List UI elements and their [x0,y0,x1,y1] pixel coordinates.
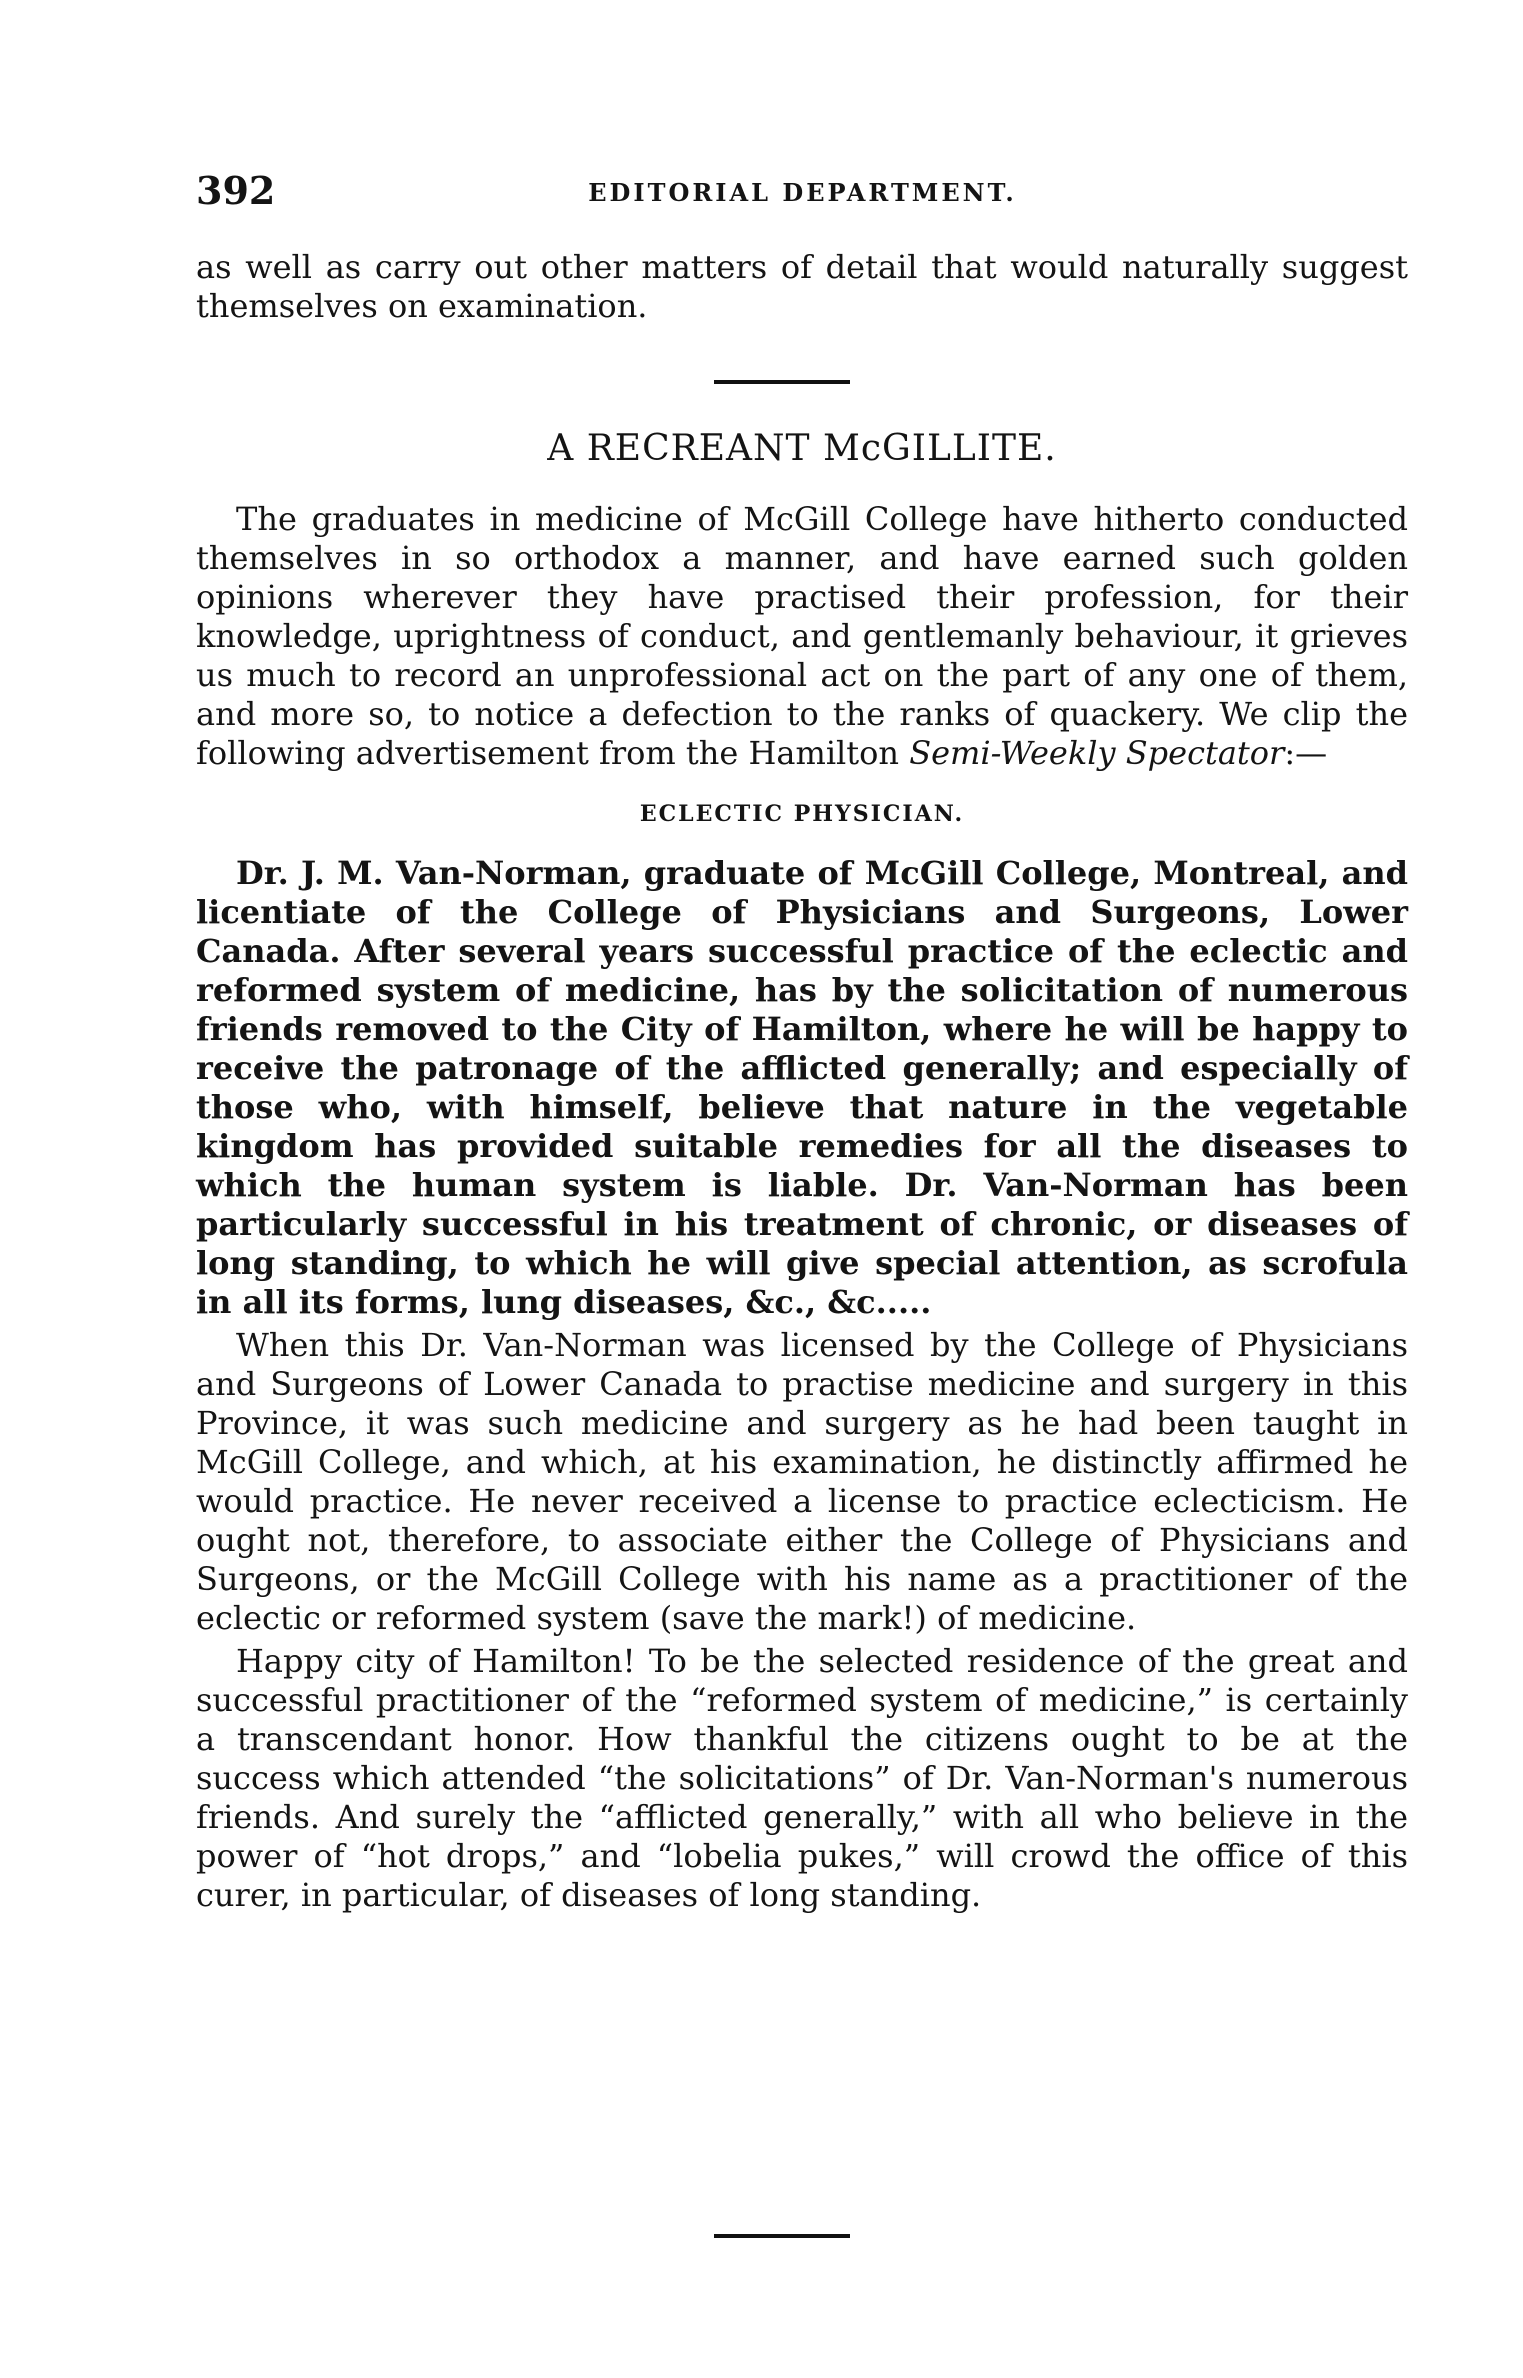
running-head [196,168,1409,213]
section-divider [714,380,850,384]
paragraph-license: When this Dr. Van-Norman was licensed by the College of Physicians and Surgeons of Lower Canada to practise medicine and surgery in this Province, it was such medicine and surgery as he had been taught in McGill College, and which, at his examination, he distinctly affirmed he would practice. He never received a license to practice eclecticism. He ought not, therefore, to associate either the College of Physicians and Surgeons, or the McGill College with his name as a practitioner of the eclectic or reformed system (save the mark!) of medicine. [196,1326,1408,1637]
paragraph-hamilton: Happy city of Hamilton! To be the selected residence of the great and successful practitioner of the “reformed system of medicine,” is certainly a transcendant honor. How thankful the citizens ought to be at the success which attended “the solicitations” of Dr. Van-Norman's numerous friends. And surely the “afflicted generally,” with all who believe in the power of “hot drops,” and “lobelia pukes,” will crowd the office of this curer, in particular, of diseases of long standing. [196,1642,1408,1914]
section-title: A RECREANT McGILLITE. [547,428,1057,469]
page-number: 392 [196,168,276,213]
intro-text: The graduates in medicine of McGill College have hitherto conducted themselves in so orthodox a manner, and have earned such golden opinions wherever they have practised their profession, for their knowledge, uprightness of conduct, and gentlemanly behaviour, it grieves us much to record an unprofessional act on the part of any one of them, and more so, to notice a defection to the ranks of quackery. We clip the following advertisement from the Hamilton [196,500,1408,772]
newspaper-title: Semi-Weekly Spectator [909,734,1285,772]
end-divider [714,2234,850,2238]
continuation-paragraph [196,248,1408,326]
article-body [196,500,1408,1915]
running-title: EDITORIAL DEPARTMENT. [588,178,1017,207]
advertisement-heading: ECLECTIC PHYSICIAN. [639,801,965,827]
advertisement-text: Dr. J. M. Van-Norman, graduate of McGill College, Montreal, and licentiate of the College of Physicians and Surgeons, Lower Canada. After several years successful practice of the eclectic and reformed system of medicine, has by the solicitation of numerous friends removed to the City of Hamilton, where he will be happy to receive the patronage of the afflicted generally; and especially of those who, with himself, believe that nature in the vegetable kingdom has provided suitable remedies for all the diseases to which the human system is liable. Dr. Van-Norman has been particularly successful in his treatment of chronic, or diseases of long standing, to which he will give special attention, as scrofula in all its forms, lung diseases, &c., &c..... [196,854,1408,1321]
intro-paragraph [196,500,1408,773]
intro-dash: :— [1284,734,1328,772]
continuation-text: as well as carry out other matters of detail that would naturally suggest themselves on examination. [196,248,1408,325]
